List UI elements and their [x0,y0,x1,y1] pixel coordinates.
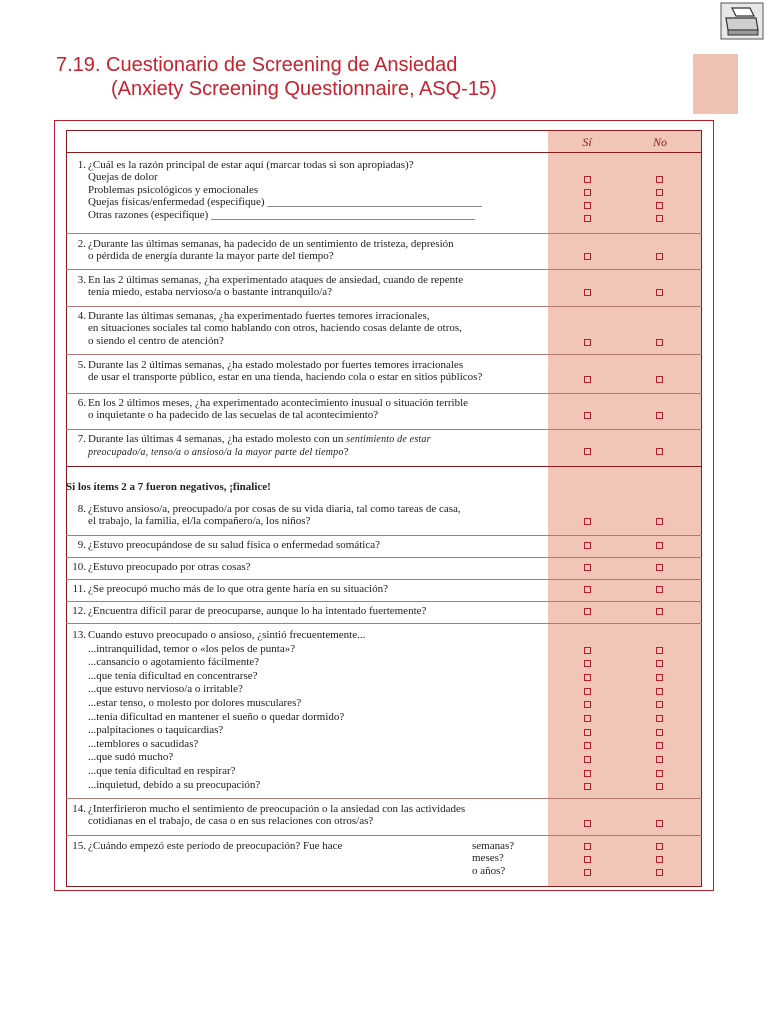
question-text: ¿Durante las últimas semanas, ha padecido de un sentimiento de tristeza, depresión [88,238,454,250]
question-number: 10. [72,561,86,573]
question-text: ¿Cuál es la razón principal de estar aquí (marcar todas si son apropiadas)? [88,159,414,171]
checkbox-no[interactable] [656,376,663,383]
question-14 [66,803,465,828]
checkbox-yes[interactable] [584,701,591,708]
checkbox-no[interactable] [656,856,663,863]
column-header-yes: Sí [582,135,592,149]
question-text: o siendo el centro de atención? [88,334,224,347]
checkbox-yes[interactable] [584,176,591,183]
checkbox-no[interactable] [656,820,663,827]
question-text: ¿Se preocupó mucho más de lo que otra gente haría en su situación? [88,583,388,595]
question-text: o inquietante o ha padecido de las secuelas de tal acontecimiento? [88,409,379,422]
question-3 [66,274,463,299]
question-number: 11. [72,583,86,595]
question-text: Durante las 2 últimas semanas, ¿ha estado molestado por fuertes temores irracionales [88,359,464,371]
question-text: ¿Interfirieron mucho el sentimiento de preocupación o la ansiedad con las actividades [88,803,466,815]
duration-units [472,840,514,877]
table-rule-header [66,152,702,153]
question-2 [66,238,454,263]
checkbox-no[interactable] [656,688,663,695]
checkbox-no[interactable] [656,783,663,790]
checkbox-no[interactable] [656,339,663,346]
checkbox-yes[interactable] [584,674,591,681]
checkbox-no[interactable] [656,715,663,722]
question-1 [66,159,482,221]
symptom-item: ...que sudó mucho? [88,751,174,764]
checkbox-yes[interactable] [584,856,591,863]
question-number: 5. [77,359,86,371]
checkbox-no[interactable] [656,215,663,222]
checkbox-yes[interactable] [584,289,591,296]
checkbox-yes[interactable] [584,412,591,419]
symptom-item: ...intranquilidad, temor o «los pelos de punta»? [88,642,296,655]
checkbox-yes[interactable] [584,688,591,695]
checkbox-no[interactable] [656,542,663,549]
question-8 [66,503,461,528]
question-number: 4. [77,310,86,322]
checkbox-yes[interactable] [584,647,591,654]
checkbox-yes[interactable] [584,869,591,876]
question-number: 12. [72,605,86,617]
table-rule-bottom [66,886,702,887]
question-number: 14. [72,803,86,815]
checkbox-no[interactable] [656,608,663,615]
checkbox-no[interactable] [656,189,663,196]
duration-unit-label: meses? [472,852,504,865]
symptom-item: ...que tenía dificultad en concentrarse? [88,669,258,682]
checkbox-yes[interactable] [584,564,591,571]
question-text: ¿Encuentra difícil parar de preocuparse, aunque lo ha intentado fuertemente? [88,605,427,617]
checkbox-no[interactable] [656,843,663,850]
chapter-tab [693,54,738,114]
checkbox-no[interactable] [656,289,663,296]
row-divider [66,306,702,307]
checkbox-yes[interactable] [584,215,591,222]
question-text: En los 2 últimos meses, ¿ha experimentado acontecimiento inusual o situación terrible [88,397,469,409]
checkbox-no[interactable] [656,742,663,749]
question-text: Durante las últimas semanas, ¿ha experimentado fuertes temores irracionales, [88,310,430,322]
question-number: 1. [77,159,86,171]
question-5 [66,359,482,384]
checkbox-yes[interactable] [584,820,591,827]
question-text: ¿Estuvo preocupado por otras cosas? [88,561,251,573]
row-divider [66,233,702,234]
question-text: tenía miedo, estaba nervioso/a o bastante intranquilo/a? [88,286,333,299]
question-number: 13. [72,629,86,641]
checkbox-yes[interactable] [584,339,591,346]
symptom-item: ...que tenía dificultad en respirar? [88,764,236,777]
checkbox-yes[interactable] [584,542,591,549]
question-number: 9. [77,539,86,551]
row-divider [66,835,702,836]
checkbox-no[interactable] [656,253,663,260]
checkbox-no[interactable] [656,770,663,777]
row-divider [66,579,702,580]
checkbox-no[interactable] [656,448,663,455]
title-line-1: 7.19. Cuestionario de Screening de Ansiedad [56,54,458,76]
checkbox-yes[interactable] [584,518,591,525]
checkbox-yes[interactable] [584,770,591,777]
question-number: 7. [77,433,86,445]
option-label: Problemas psicológicos y emocionales [88,183,259,196]
checkbox-yes[interactable] [584,756,591,763]
question-text-italic: preocupado/a, tenso/a o ansioso/a la mayor parte del tiempo [88,447,344,459]
checkbox-no[interactable] [656,202,663,209]
question-text: En las 2 últimas semanas, ¿ha experimentado ataques de ansiedad, cuando de repente [88,274,464,286]
symptom-item: ...tenía dificultad en mantener el sueño o quedar dormido? [88,710,345,723]
question-number: 2. [77,238,86,250]
question-7 [66,433,431,460]
question-text: ¿Cuándo empezó este período de preocupación? Fue hace [88,840,343,852]
checkbox-no[interactable] [656,176,663,183]
question-number: 8. [77,503,86,515]
checkbox-yes[interactable] [584,729,591,736]
checkbox-yes[interactable] [584,660,591,667]
checkbox-no[interactable] [656,660,663,667]
checkbox-yes[interactable] [584,783,591,790]
checkbox-no[interactable] [656,729,663,736]
checkbox-yes[interactable] [584,608,591,615]
question-text: ¿Estuvo preocupándose de su salud física o enfermedad somática? [88,539,381,551]
checkbox-yes[interactable] [584,189,591,196]
checkbox-yes[interactable] [584,742,591,749]
row-divider [66,557,702,558]
question-text: Cuando estuvo preocupado o ansioso, ¿sintió frecuentemente... [88,629,366,641]
question-text: cotidianas en el trabajo, de casa o en sus relaciones con otros/as? [88,815,374,828]
option-label: Otras razones (especifique) ________________________________________________ [88,208,476,221]
checkbox-yes[interactable] [584,586,591,593]
question-text: de usar el transporte público, estar en una tienda, haciendo cola o estar en sitios públicos? [88,371,483,384]
checkbox-no[interactable] [656,674,663,681]
question-number: 6. [77,397,86,409]
checkbox-yes[interactable] [584,202,591,209]
checkbox-no[interactable] [656,647,663,654]
page-title [56,53,497,101]
checkbox-yes[interactable] [584,843,591,850]
question-number: 3. [77,274,86,286]
question-15 [66,840,342,852]
checkbox-no[interactable] [656,756,663,763]
duration-unit-label: semanas? [472,840,515,852]
question-text: en situaciones sociales tal como hablando con otros, haciendo cosas delante de otros, [88,322,462,335]
option-label: Quejas físicas/enfermedad (especifique) _______________________________________ [88,196,482,209]
option-label: Quejas de dolor [88,171,158,184]
question-6 [66,397,468,422]
title-line-2: (Anxiety Screening Questionnaire, ASQ-15) [111,78,497,100]
section-divider [66,466,702,467]
printer-icon[interactable] [720,2,764,40]
question-9 [66,539,380,551]
question-12 [66,605,426,617]
row-divider [66,269,702,270]
checkbox-no[interactable] [656,412,663,419]
symptom-item: ...estar tenso, o molesto por dolores musculares? [88,696,302,709]
question-13 [66,629,365,792]
row-divider [66,623,702,624]
symptom-item: ...que estuvo nervioso/a o irritable? [88,683,243,696]
question-text: ¿Estuvo ansioso/a, preocupado/a por cosas de su vida diaria, tal como tareas de casa, [88,503,461,515]
symptom-item: ...inquietud, debido a su preocupación? [88,778,261,791]
checkbox-no[interactable] [656,701,663,708]
question-4 [66,310,462,347]
row-divider [66,354,702,355]
checkbox-yes[interactable] [584,448,591,455]
row-divider [66,393,702,394]
row-divider [66,429,702,430]
row-divider [66,601,702,602]
question-text: el trabajo, la familia, el/la compañero/a, los niños? [88,515,311,528]
row-divider [66,798,702,799]
symptom-item: ...cansancio o agotamiento fácilmente? [88,656,260,669]
checkbox-yes[interactable] [584,376,591,383]
table-rule-top [66,130,702,131]
question-text: Durante las últimas 4 semanas, ¿ha estado molesto con un [88,433,347,445]
checkbox-no[interactable] [656,564,663,571]
stop-instruction: Si los ítems 2 a 7 fueron negativos, ¡finalice! [66,481,271,493]
checkbox-no[interactable] [656,869,663,876]
question-number: 15. [72,840,86,852]
question-11 [66,583,388,595]
question-text: o pérdida de energía durante la mayor parte del tiempo? [88,250,334,263]
checkbox-yes[interactable] [584,253,591,260]
symptom-item: ...temblores o sacudidas? [88,737,199,750]
question-text: ? [343,446,349,459]
column-header-no: No [652,135,667,149]
symptom-item: ...palpitaciones o taquicardias? [88,724,224,737]
checkbox-no[interactable] [656,518,663,525]
checkbox-no[interactable] [656,586,663,593]
row-divider [66,535,702,536]
duration-unit-label: o años? [472,864,506,877]
checkbox-yes[interactable] [584,715,591,722]
question-10 [66,561,251,573]
question-text-italic: sentimiento de estar [346,434,431,445]
